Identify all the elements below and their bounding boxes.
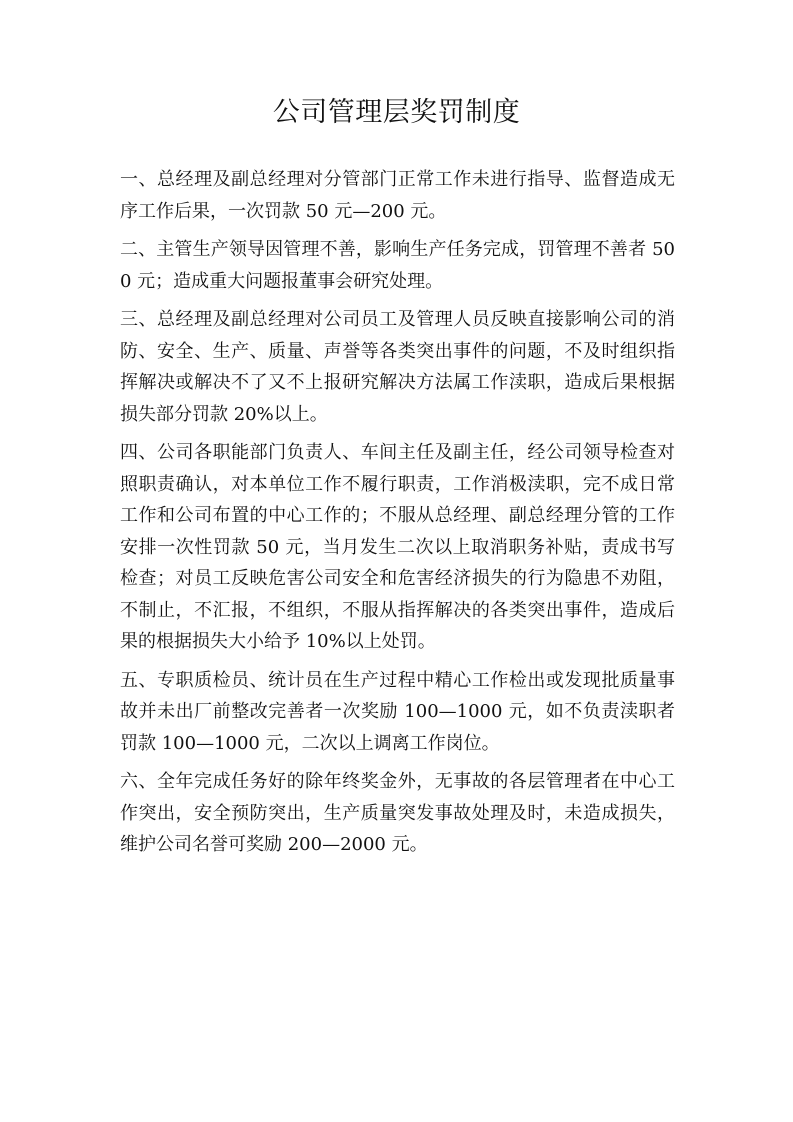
paragraph-4: 四、公司各职能部门负责人、车间主任及副主任，经公司领导检查对照职责确认，对本单位工作不履行职责，工作消极渎职，完不成日常工作和公司布置的中心工作的；不服从总经理、副总经理分管的工作安排一次性罚款 50 元，当月发生二次以上取消职务补贴，责成书写检查；对员工反映危害公司安全和危害经济损失的行为隐患不劝阻，不制止，不汇报，不组织，不服从指挥解决的各类突出事件，造成后果的根据损失大小给予 10%以上处罚。 xyxy=(120,442,675,652)
paragraph-5: 五、专职质检员、统计员在生产过程中精心工作检出或发现批质量事故并未出厂前整改完善者一次奖励 100—1000 元，如不负责渎职者罚款 100—1000 元，二次以上调离工作岗位。 xyxy=(120,669,675,754)
paragraph-1: 一、总经理及副总经理对分管部门正常工作未进行指导、监督造成无序工作后果，一次罚款 50 元—200 元。 xyxy=(120,169,675,222)
paragraph-6: 六、全年完成任务好的除年终奖金外，无事故的各层管理者在中心工作突出，安全预防突出，生产质量突发事故处理及时，未造成损失，维护公司名誉可奖励 200—2000 元。 xyxy=(120,771,675,855)
document-title: 公司管理层奖罚制度 xyxy=(272,97,521,128)
paragraph-2: 二、主管生产领导因管理不善，影响生产任务完成，罚管理不善者 500 元；造成重大问题报董事会研究处理。 xyxy=(120,239,675,292)
paragraph-3: 三、总经理及副总经理对公司员工及管理人员反映直接影响公司的消防、安全、生产、质量、声誉等各类突出事件的问题，不及时组织指挥解决或解决不了又不上报研究解决方法属工作渎职，造成后果根据损失部分罚款 20%以上。 xyxy=(120,309,675,425)
document-body xyxy=(120,164,675,868)
